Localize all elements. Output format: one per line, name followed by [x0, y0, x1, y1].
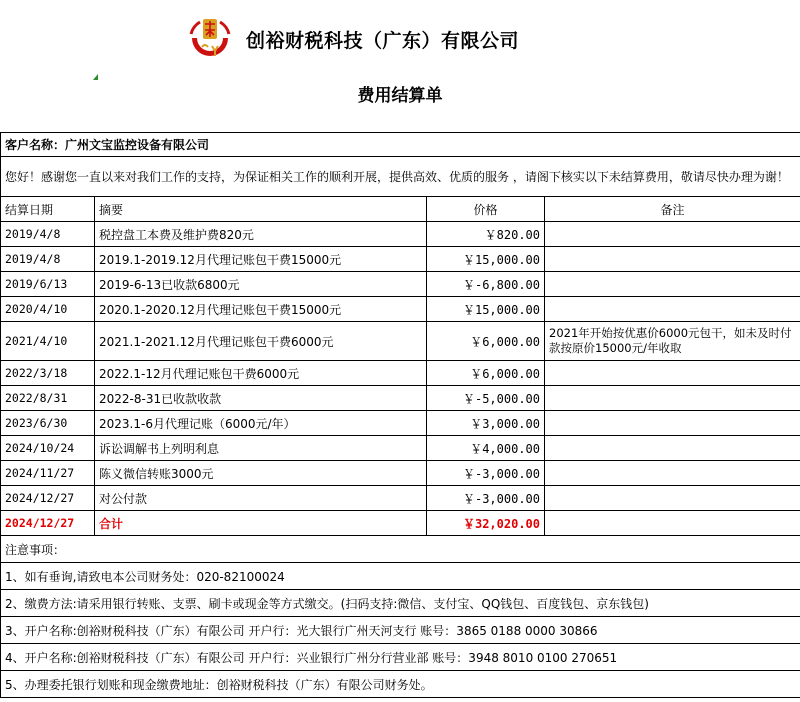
row-date: 2024/10/24: [1, 436, 95, 461]
customer-row: [1, 133, 800, 157]
row-remark: [545, 386, 800, 411]
row-summary: 2021.1-2021.12月代理记账包干费6000元: [95, 322, 427, 361]
total-date: 2024/12/27: [1, 511, 95, 536]
row-date: 2023/6/30: [1, 411, 95, 436]
table-row: [1, 461, 800, 486]
row-remark: [545, 361, 800, 386]
table-row: [1, 272, 800, 297]
table-row: [1, 222, 800, 247]
row-price: ￥-3,000.00: [427, 486, 545, 511]
row-price: ￥3,000.00: [427, 411, 545, 436]
row-price: ￥-3,000.00: [427, 461, 545, 486]
row-date: 2020/4/10: [1, 297, 95, 322]
row-summary: 2019-6-13已收款6800元: [95, 272, 427, 297]
row-remark: [545, 247, 800, 272]
column-header-price: 价格: [427, 197, 545, 222]
notes-heading: 注意事项：: [1, 536, 800, 563]
table-row: [1, 436, 800, 461]
row-remark: [545, 486, 800, 511]
row-summary: 诉讼调解书上列明利息: [95, 436, 427, 461]
note-item: 1、如有垂询,请致电本公司财务处：020-82100024: [1, 563, 800, 590]
row-date: 2024/11/27: [1, 461, 95, 486]
row-summary: 对公付款: [95, 486, 427, 511]
table-row: [1, 297, 800, 322]
note-item: 4、开户名称:创裕财税科技（广东）有限公司 开户行：兴业银行广州分行营业部 账号：3948 8010 0100 270651: [1, 644, 800, 671]
table-row: [1, 486, 800, 511]
total-row: [1, 511, 800, 536]
row-summary: 2019.1-2019.12月代理记账包干费15000元: [95, 247, 427, 272]
row-summary: 2022-8-31已收款收款: [95, 386, 427, 411]
document-title: 费用结算单: [357, 86, 443, 106]
row-remark: [545, 436, 800, 461]
row-date: 2019/6/13: [1, 272, 95, 297]
row-remark: [545, 461, 800, 486]
cell-marker-icon: [93, 74, 98, 80]
total-price: ￥32,020.00: [427, 511, 545, 536]
table-row: [1, 386, 800, 411]
row-remark: [545, 222, 800, 247]
note-item: 5、办理委托银行划账和现金缴费地址：创裕财税科技（广东）有限公司财务处。: [1, 671, 800, 698]
row-remark: 2021年开始按优惠价6000元包干，如未及时付款按原价15000元/年收取: [545, 322, 800, 361]
row-remark: [545, 297, 800, 322]
row-price: ￥820.00: [427, 222, 545, 247]
greeting-text: 您好！感谢您一直以来对我们工作的支持，为保证相关工作的顺利开展，提供高效、优质的服务 ，请阁下核实以下未结算费用，敬请尽快办理为谢！: [1, 157, 800, 197]
row-price: ￥6,000.00: [427, 361, 545, 386]
row-price: ￥-6,800.00: [427, 272, 545, 297]
total-remark: [545, 511, 800, 536]
company-name: 创裕财税科技（广东）有限公司: [246, 30, 520, 52]
row-summary: 2023.1-6月代理记账（6000元/年）: [95, 411, 427, 436]
column-header-summary: 摘要: [95, 197, 427, 222]
column-header-date: 结算日期: [1, 197, 95, 222]
row-summary: 2022.1-12月代理记账包干费6000元: [95, 361, 427, 386]
table-row: [1, 361, 800, 386]
table-row: [1, 247, 800, 272]
row-date: 2019/4/8: [1, 247, 95, 272]
row-summary: 陈义微信转账3000元: [95, 461, 427, 486]
total-label: 合计: [95, 511, 427, 536]
table-row: [1, 322, 800, 361]
row-date: 2019/4/8: [1, 222, 95, 247]
row-date: 2022/3/18: [1, 361, 95, 386]
row-price: ￥6,000.00: [427, 322, 545, 361]
column-header-remark: 备注: [545, 197, 800, 222]
row-remark: [545, 272, 800, 297]
row-price: ￥-5,000.00: [427, 386, 545, 411]
row-date: 2024/12/27: [1, 486, 95, 511]
statement-table: [0, 132, 800, 698]
customer-name: 广州文宝监控设备有限公司: [65, 138, 210, 152]
row-date: 2021/4/10: [1, 322, 95, 361]
note-item: 2、缴费方法:请采用银行转账、支票、刷卡或现金等方式缴交。(扫码支持:微信、支付宝、QQ钱包、百度钱包、京东钱包): [1, 590, 800, 617]
table-header-row: [1, 197, 800, 222]
row-price: ￥15,000.00: [427, 247, 545, 272]
row-price: ￥15,000.00: [427, 297, 545, 322]
document-header: [0, 0, 800, 130]
row-summary: 2020.1-2020.12月代理记账包干费15000元: [95, 297, 427, 322]
row-date: 2022/8/31: [1, 386, 95, 411]
table-row: [1, 411, 800, 436]
company-logo-icon: [188, 16, 232, 60]
row-summary: 税控盘工本费及维护费820元: [95, 222, 427, 247]
row-remark: [545, 411, 800, 436]
customer-label: 客户名称：: [5, 138, 66, 152]
row-price: ￥4,000.00: [427, 436, 545, 461]
note-item: 3、开户名称:创裕财税科技（广东）有限公司 开户行：光大银行广州天河支行 账号：3865 0188 0000 30866: [1, 617, 800, 644]
